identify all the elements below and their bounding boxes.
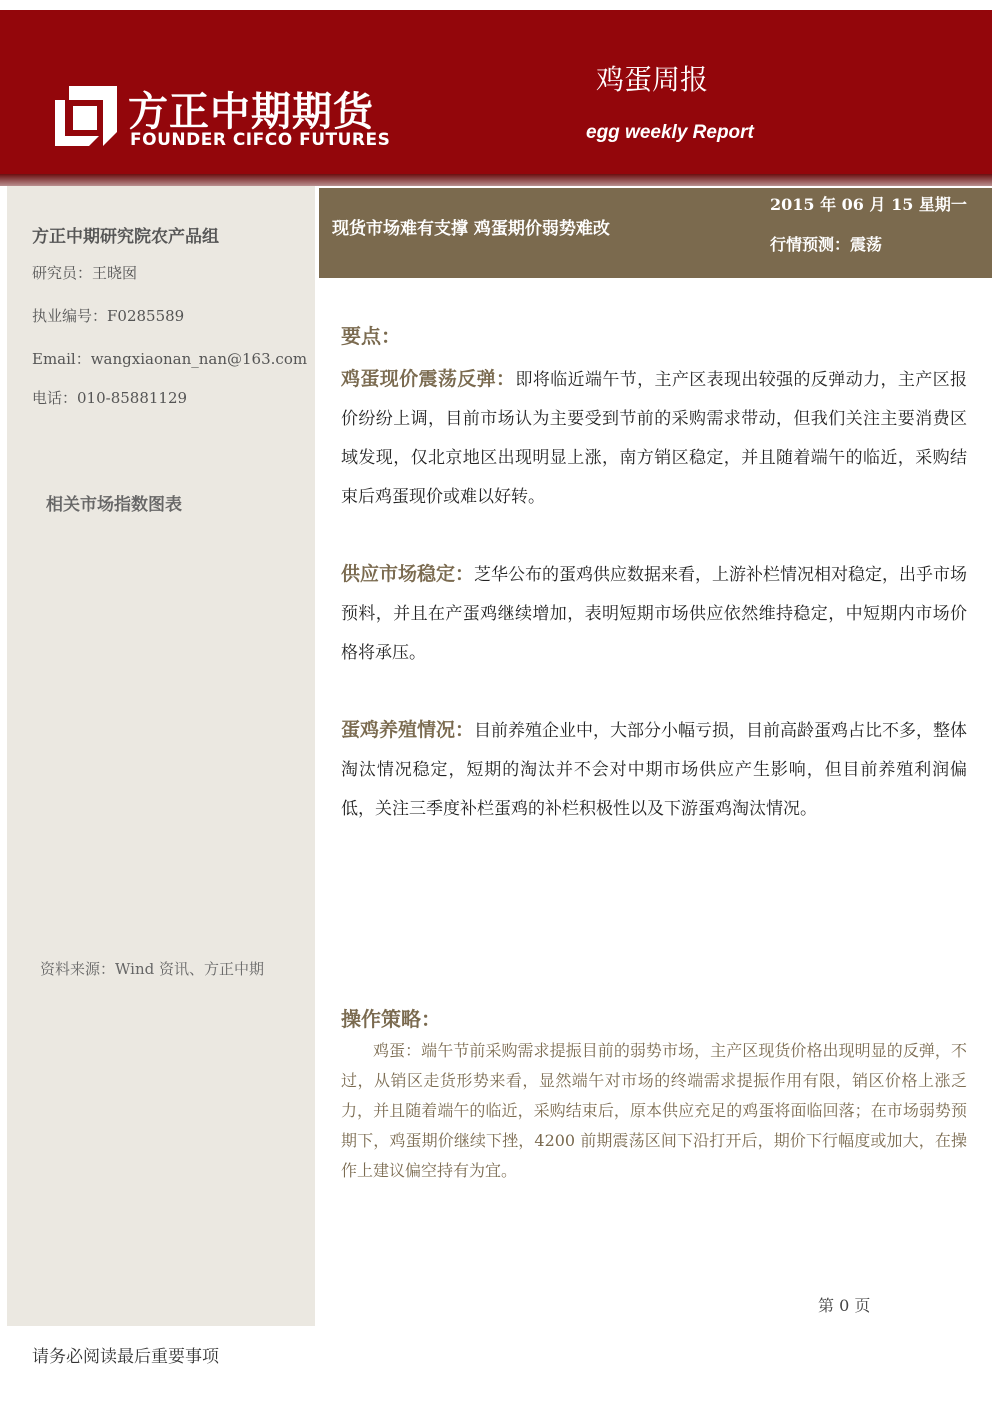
strategy-text: 鸡蛋：端午节前采购需求提振目前的弱势市场，主产区现货价格出现明显的反弹，不过，从销区走货形势来看，显然端午对市场的终端需求提振作用有限，销区价格上涨乏力，并且随着端午的临近，采购结束后，原本供应充足的鸡蛋将面临回落；在市场弱势预期下，鸡蛋期价继续下挫，4200 前期震荡区间下沿打开后，期价下行幅度或加大，在操作上建议偏空持有为宜。 xyxy=(341,1041,967,1180)
chart-heading: 相关市场指数图表 xyxy=(46,495,182,515)
key-point-lead: 供应市场稳定： xyxy=(341,563,475,585)
key-point-text: 芝华公布的蛋鸡供应数据来看，上游补栏情况相对稳定，出乎市场预料，并且在产蛋鸡继续增加，表明短期市场供应依然维持稳定，中短期内市场价格将承压。 xyxy=(341,565,968,663)
research-group: 方正中期研究院农产品组 xyxy=(32,227,219,247)
researcher-phone: 电话：010-85881129 xyxy=(32,389,188,407)
key-point-breeding xyxy=(341,711,967,829)
researcher-name: 研究员：王晓囡 xyxy=(32,264,138,282)
report-topic: 现货市场难有支撑 鸡蛋期价弱势难改 xyxy=(332,219,610,239)
strategy-heading: 操作策略： xyxy=(341,1007,441,1031)
report-subtitle: egg weekly Report xyxy=(586,122,754,143)
data-source: 资料来源：Wind 资讯、方正中期 xyxy=(40,960,264,978)
key-points-heading: 要点： xyxy=(341,324,401,348)
key-point-lead: 蛋鸡养殖情况： xyxy=(341,719,475,741)
key-point-supply xyxy=(341,555,967,673)
logo-text-cn: 方正中期期货 xyxy=(128,89,374,135)
footer-notice: 请务必阅读最后重要事项 xyxy=(32,1347,219,1367)
researcher-email: Email：wangxiaonan_nan@163.com xyxy=(32,350,308,368)
license-number: 执业编号：F0285589 xyxy=(32,307,185,325)
key-point-spot-price xyxy=(341,360,967,517)
logo-text-en: FOUNDER CIFCO FUTURES xyxy=(130,130,391,150)
report-date: 2015 年 06 月 15 星期一 xyxy=(770,195,967,214)
key-point-text: 即将临近端午节，主产区表现出较强的反弹动力，主产区报价纷纷上调，目前市场认为主要受到节前的采购需求带动，但我们关注主要消费区域发现，仅北京地区出现明显上涨，南方销区稳定，并且随着端午的临近，采购结束后鸡蛋现价或难以好转。 xyxy=(341,370,967,507)
market-forecast: 行情预测：震荡 xyxy=(770,235,883,254)
founder-logo-icon xyxy=(55,86,117,146)
header-divider xyxy=(0,174,992,186)
page-number: 第 0 页 xyxy=(818,1296,871,1315)
report-title: 鸡蛋周报 xyxy=(596,63,709,96)
key-point-lead: 鸡蛋现价震荡反弹： xyxy=(341,368,516,390)
key-point-text: 目前养殖企业中，大部分小幅亏损，目前高龄蛋鸡占比不多，整体淘汰情况稳定，短期的淘汰并不会对中期市场供应产生影响，但目前养殖利润偏低，关注三季度补栏蛋鸡的补栏积极性以及下游蛋鸡淘汰情况。 xyxy=(341,721,968,819)
